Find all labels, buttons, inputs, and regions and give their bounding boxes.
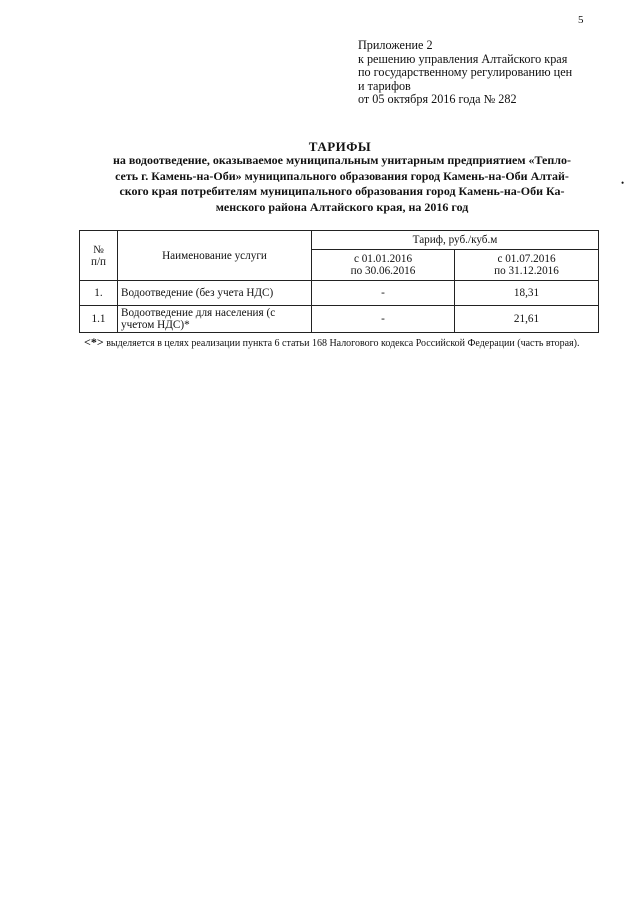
subtitle-line: сеть г. Камень-на-Оби» муниципального образования город Камень-на-Оби Алтай- [115, 168, 569, 183]
row-num: 1. [80, 281, 118, 306]
header-period-1: с 01.01.2016 по 30.06.2016 [312, 250, 455, 281]
appendix-line: Приложение 2 [358, 38, 433, 52]
table-row [80, 306, 599, 333]
document-title: ТАРИФЫ [308, 139, 372, 154]
header-name: Наименование услуги [118, 231, 312, 281]
subtitle-line: на водоотведение, оказываемое муниципальным унитарным предприятием «Тепло- [112, 153, 572, 167]
appendix-block [358, 39, 572, 107]
margin-dot: • [621, 178, 625, 188]
row-period-1: - [312, 306, 455, 333]
table-row [80, 281, 599, 306]
row-name: Водоотведение для населения (с учетом НДС)* [118, 306, 312, 333]
appendix-line: и тарифов [358, 78, 411, 93]
row-name: Водоотведение (без учета НДС) [118, 281, 312, 306]
header-tariff: Тариф, руб./куб.м [312, 231, 599, 250]
tariff-table [79, 230, 599, 333]
footnote-text: выделяется в целях реализации пункта 6 статьи 168 Налогового кодекса Российской Федерации (часть вторая). [103, 338, 580, 349]
row-period-2: 21,61 [455, 306, 599, 333]
row-num: 1.1 [80, 306, 118, 333]
row-period-1: - [312, 281, 455, 306]
row-period-2: 18,31 [455, 281, 599, 306]
page-number: 5 [578, 14, 584, 26]
subtitle-line: ского края потребителям муниципального образования город Камень-на-Оби Ка- [119, 184, 565, 198]
footnote-mark: <*> [84, 335, 104, 349]
appendix-line: к решению управления Алтайского края [358, 51, 568, 66]
subtitle-line: менского района Алтайского края, на 2016 год [215, 199, 469, 214]
appendix-line: по государственному регулированию цен [358, 65, 573, 80]
document-subtitle [82, 153, 602, 215]
header-period-2: с 01.07.2016 по 31.12.2016 [455, 250, 599, 281]
header-num: № п/п [80, 231, 118, 281]
appendix-line: от 05 октября 2016 года № 282 [358, 92, 517, 107]
footnote [84, 335, 599, 351]
